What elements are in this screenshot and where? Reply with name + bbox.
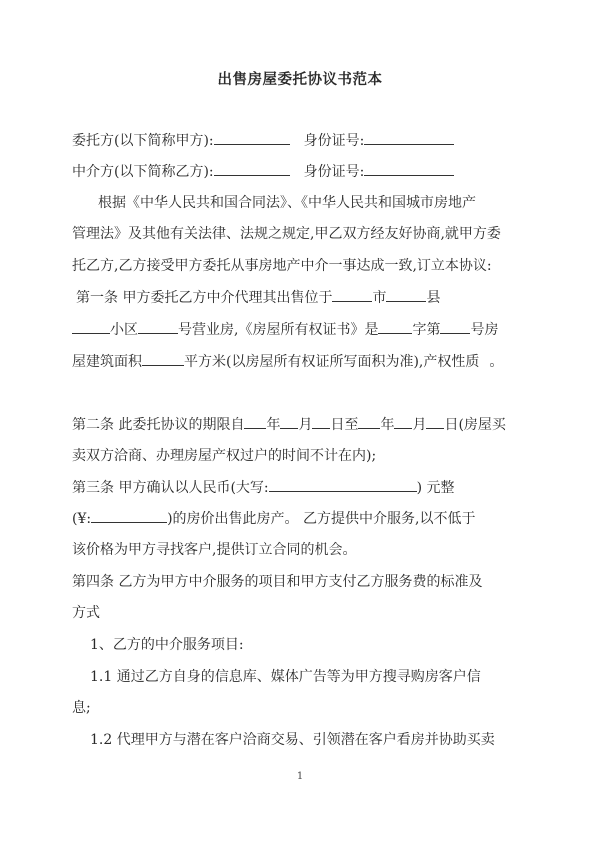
city-label: 市 xyxy=(372,290,387,306)
amount-words-end: ) 元整 xyxy=(416,480,455,496)
item-1-1-line-2: 息; xyxy=(72,700,91,716)
city-blank xyxy=(332,288,372,302)
document-title: 出售房屋委托协议书范本 xyxy=(217,71,383,88)
article-1-text: 第一条 甲方委托乙方中介代理其出售位于 xyxy=(76,290,333,306)
party-b-id-label: 身份证号: xyxy=(303,164,365,180)
county-label: 县 xyxy=(426,290,441,306)
article-3-continuation: )的房价出售此房产。 乙方提供中介服务,以不低于 xyxy=(167,511,476,527)
intro-line-1: 根据《中华人民共和国合同法》、《中华人民共和国城市房地产 xyxy=(98,195,476,211)
county-blank xyxy=(386,288,426,302)
end-day-label: 日(房屋买 xyxy=(444,417,506,433)
party-b-name-blank xyxy=(214,162,290,176)
start-day-label: 日至 xyxy=(330,417,359,433)
article-4-line-2: 方式 xyxy=(72,605,100,621)
start-year-blank xyxy=(244,415,266,429)
end-month-label: 月 xyxy=(412,417,427,433)
article-1-line-1 xyxy=(76,288,440,308)
section-1-heading: 1、乙方的中介服务项目: xyxy=(90,637,244,653)
article-3-line-3: 该价格为甲方寻找客户,提供订立合同的机会。 xyxy=(72,542,357,558)
item-1-1-line-1: 1.1 通过乙方自身的信息库、媒体广告等为甲方搜寻购房客户信 xyxy=(90,669,481,685)
party-b-id-blank xyxy=(364,162,454,176)
article-1-line-3 xyxy=(72,352,503,372)
party-a-line xyxy=(72,131,454,151)
cert-char-label: 字第 xyxy=(412,322,441,338)
article-1-end: 。 xyxy=(489,354,504,370)
amount-figures-label: (¥: xyxy=(72,511,92,527)
article-3-line-2 xyxy=(72,509,475,529)
end-day-blank xyxy=(426,415,444,429)
end-year-blank xyxy=(358,415,380,429)
intro-line-2: 管理法》及其他有关法律、法规之规定,甲乙双方经友好协商,就甲方委 xyxy=(72,226,501,242)
area-prefix: 屋建筑面积 xyxy=(72,354,142,370)
cert-no-blank xyxy=(440,320,470,334)
party-b-line xyxy=(72,162,454,182)
party-a-id-label: 身份证号: xyxy=(303,133,365,149)
district-blank xyxy=(72,320,110,334)
start-month-blank xyxy=(280,415,298,429)
end-year-label: 年 xyxy=(380,417,395,433)
party-a-label: 委托方(以下简称甲方): xyxy=(72,133,214,149)
amount-words-blank xyxy=(269,478,417,492)
party-a-name-blank xyxy=(214,131,290,145)
party-b-label: 中介方(以下简称乙方): xyxy=(72,164,214,180)
article-3-line-1 xyxy=(72,478,455,498)
cert-char-blank xyxy=(378,320,412,334)
unit-label: 号营业房,《房屋所有权证书》是 xyxy=(178,322,379,338)
start-year-label: 年 xyxy=(266,417,281,433)
party-a-id-blank xyxy=(364,131,454,145)
cert-no-label: 号房 xyxy=(470,322,499,338)
article-4-line-1: 第四条 乙方为甲方中介服务的项目和甲方支付乙方服务费的标准及 xyxy=(72,574,483,590)
start-month-label: 月 xyxy=(298,417,313,433)
unit-blank xyxy=(138,320,178,334)
amount-figures-blank xyxy=(91,509,167,523)
article-2-text: 第二条 此委托协议的期限自 xyxy=(72,417,245,433)
end-month-blank xyxy=(394,415,412,429)
area-blank xyxy=(142,352,184,366)
start-day-blank xyxy=(312,415,330,429)
article-2-line-2: 卖双方洽商、办理房屋产权过户的时间不计在内); xyxy=(72,448,377,464)
page-number: 1 xyxy=(296,771,304,782)
area-suffix: 平方米(以房屋所有权证所写面积为准),产权性质 xyxy=(184,354,480,370)
district-label: 小区 xyxy=(110,322,138,338)
article-1-line-2 xyxy=(72,320,498,340)
article-3-text: 第三条 甲方确认以人民币(大写: xyxy=(72,480,269,496)
intro-line-3: 托乙方,乙方接受甲方委托从事房地产中介一事达成一致,订立本协议: xyxy=(72,258,492,274)
article-2-line-1 xyxy=(72,415,506,435)
item-1-2-line-1: 1.2 代理甲方与潜在客户洽商交易、引领潜在客户看房并协助买卖 xyxy=(90,732,495,748)
